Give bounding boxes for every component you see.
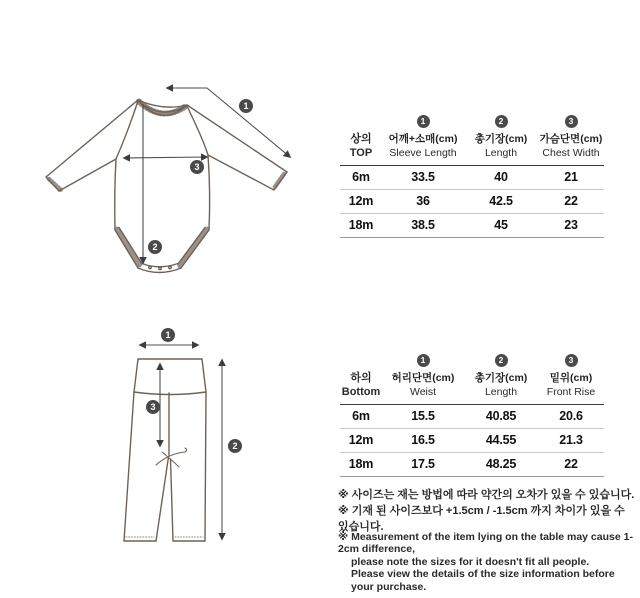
col-ko: 밑위(cm) [549, 371, 593, 384]
bodysuit-diagram [20, 60, 320, 300]
pants-marker-1: 1 [161, 328, 175, 342]
col-ko: 허리단면(cm) [391, 371, 455, 384]
col-ko: 총기장(cm) [474, 132, 528, 145]
bottom-col-length [464, 350, 538, 404]
bottom-size-table [340, 350, 604, 477]
value-cell: 23 [538, 213, 604, 237]
top-col-chest [538, 111, 604, 165]
size-label-cell: 18m [340, 452, 382, 476]
value-cell: 17.5 [382, 452, 464, 476]
col-badge-3: 3 [565, 354, 578, 367]
bottom-table-rowheader [340, 350, 382, 404]
value-cell: 33.5 [382, 165, 464, 189]
bodysuit-measure-arrows [124, 88, 290, 263]
size-label-cell: 6m [340, 404, 382, 428]
value-cell: 44.55 [464, 428, 538, 452]
value-cell: 45 [464, 213, 538, 237]
col-ko: 어깨+소매(cm) [388, 132, 458, 145]
pants-outline [124, 359, 206, 541]
bodysuit-marker-1: 1 [239, 99, 253, 113]
english-note-line: Please view the details of the size information before your purchase. [351, 568, 615, 593]
top-size-table [340, 111, 604, 238]
value-cell: 22 [538, 189, 604, 213]
table-row [340, 404, 604, 428]
table-row [340, 189, 604, 213]
table-row [340, 213, 604, 237]
english-note-line: ※ Measurement of the item lying on the table may cause 1-2cm difference, [338, 531, 633, 556]
english-note-line: please note the sizes for it doesn't fit all people. [351, 555, 590, 568]
col-en: Weist [409, 385, 437, 398]
col-en: Front Rise [546, 385, 596, 398]
size-label-cell: 18m [340, 213, 382, 237]
bottom-col-waist [382, 350, 464, 404]
col-en: Length [484, 146, 518, 159]
col-badge-2: 2 [495, 115, 508, 128]
bottom-table-header-row [340, 350, 604, 404]
value-cell: 21.3 [538, 428, 604, 452]
value-cell: 48.25 [464, 452, 538, 476]
value-cell: 21 [538, 165, 604, 189]
col-badge-1: 1 [417, 115, 430, 128]
pants-diagram [60, 320, 280, 550]
bodysuit-illustration [20, 60, 320, 300]
rowheader-en: Bottom [341, 385, 381, 398]
bodysuit-outline [46, 100, 287, 273]
pants-marker-2: 2 [228, 439, 242, 453]
col-en: Length [484, 385, 518, 398]
col-badge-1: 1 [417, 354, 430, 367]
english-notes [338, 531, 640, 593]
value-cell: 40 [464, 165, 538, 189]
table-row [340, 165, 604, 189]
top-table-header-row [340, 111, 604, 165]
korean-notes [338, 487, 638, 535]
size-label-cell: 12m [340, 428, 382, 452]
korean-note-line: ※ 기재 된 사이즈보다 +1.5cm / -1.5cm 까지 차이가 있을 수 있습니다. [338, 505, 625, 533]
korean-note-line: ※ 사이즈는 재는 방법에 따라 약간의 오차가 있을 수 있습니다. [338, 489, 635, 501]
value-cell: 38.5 [382, 213, 464, 237]
bodysuit-marker-2: 2 [148, 240, 162, 254]
table-row [340, 428, 604, 452]
col-ko: 가슴단면(cm) [539, 132, 603, 145]
value-cell: 15.5 [382, 404, 464, 428]
size-label-cell: 6m [340, 165, 382, 189]
rowheader-ko: 상의 [350, 132, 372, 145]
value-cell: 16.5 [382, 428, 464, 452]
value-cell: 36 [382, 189, 464, 213]
col-badge-3: 3 [565, 115, 578, 128]
top-table-rowheader [340, 111, 382, 165]
table-row [340, 452, 604, 476]
pants-measure-arrows [140, 345, 222, 539]
col-ko: 총기장(cm) [474, 371, 528, 384]
value-cell: 22 [538, 452, 604, 476]
rowheader-ko: 하의 [350, 371, 372, 384]
col-en: Chest Width [542, 146, 600, 159]
value-cell: 42.5 [464, 189, 538, 213]
bottom-col-rise [538, 350, 604, 404]
rowheader-en: TOP [349, 146, 373, 159]
value-cell: 40.85 [464, 404, 538, 428]
col-en: Sleeve Length [389, 146, 457, 159]
col-badge-2: 2 [495, 354, 508, 367]
value-cell: 20.6 [538, 404, 604, 428]
pants-illustration [60, 320, 280, 550]
top-col-length [464, 111, 538, 165]
top-col-sleeve [382, 111, 464, 165]
size-label-cell: 12m [340, 189, 382, 213]
pants-marker-3: 3 [146, 400, 160, 414]
bodysuit-marker-3: 3 [190, 160, 204, 174]
